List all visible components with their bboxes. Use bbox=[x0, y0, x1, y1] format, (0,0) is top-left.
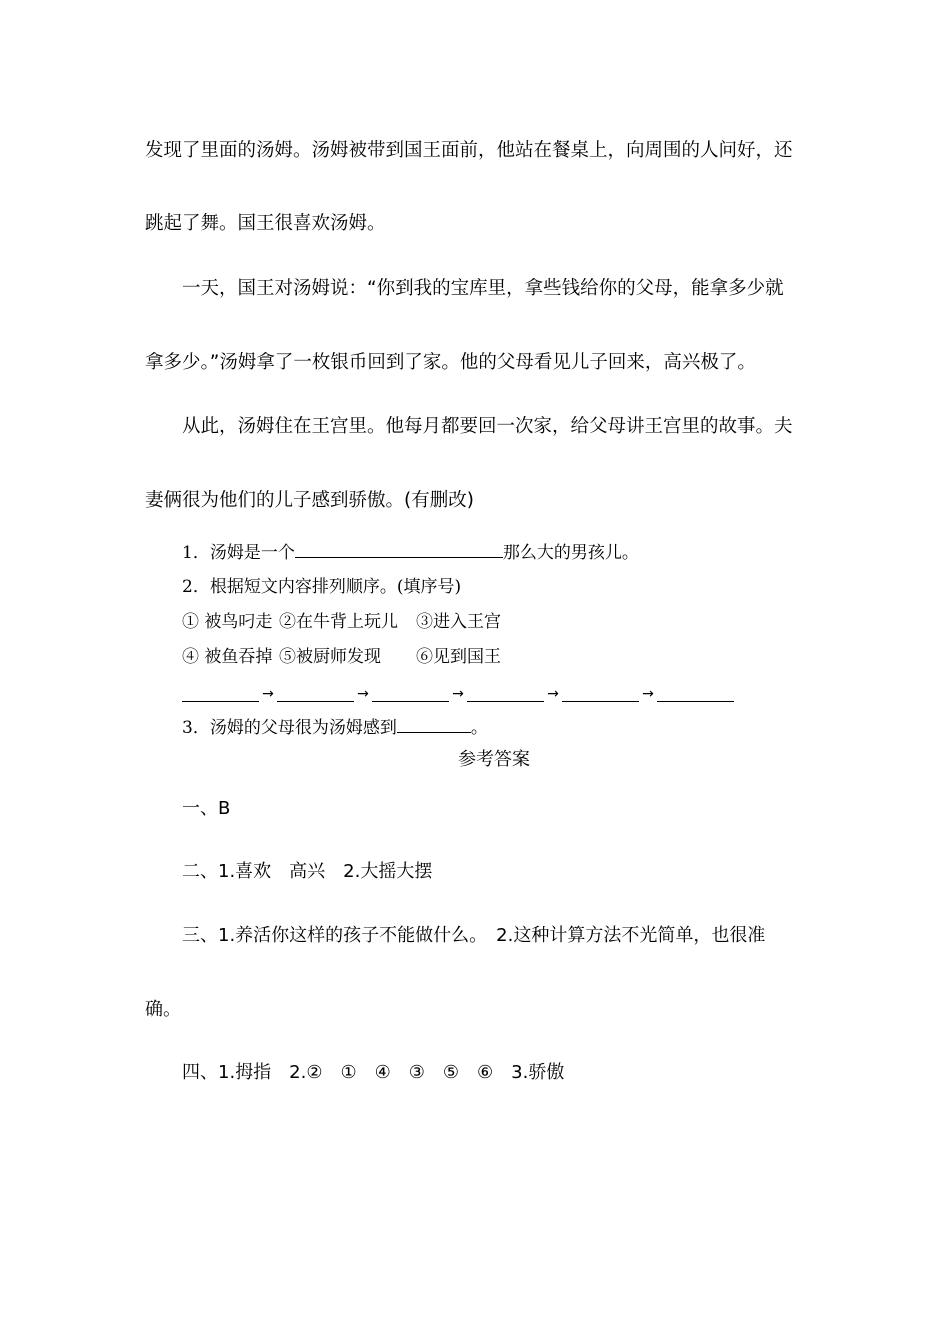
arrow-5: → bbox=[642, 686, 654, 702]
story-line-3: 一天，国王对汤姆说：“你到我的宝库里，拿些钱给你的父母，能拿多少就 bbox=[182, 278, 784, 299]
sequence-blank-2[interactable] bbox=[277, 687, 354, 702]
sequence-blank-5[interactable] bbox=[562, 687, 639, 702]
story-line-4: 拿多少。”汤姆拿了一枚银币回到了家。他的父母看见儿子回来，高兴极了。 bbox=[145, 352, 756, 373]
option-5: ⑤被厨师发现 bbox=[279, 647, 381, 667]
answers-title: 参考答案 bbox=[458, 749, 530, 770]
option-4: ④ 被鱼吞掉 bbox=[182, 647, 273, 667]
story-line-2: 跳起了舞。国王很喜欢汤姆。 bbox=[145, 213, 386, 234]
sequence-blank-3[interactable] bbox=[372, 687, 449, 702]
option-3: ③进入王宫 bbox=[416, 612, 501, 632]
question-1 bbox=[182, 541, 639, 564]
story-line-5: 从此，汤姆住在王宫里。他每月都要回一次家，给父母讲王宫里的故事。夫 bbox=[182, 416, 793, 437]
answer-1: 一、B bbox=[182, 798, 231, 819]
answer-4: 四、1.拇指 2.② ① ④ ③ ⑤ ⑥ 3.骄傲 bbox=[182, 1062, 565, 1083]
arrow-4: → bbox=[547, 686, 559, 702]
story-line-1: 发现了里面的汤姆。汤姆被带到国王面前，他站在餐桌上，向周围的人问好，还 bbox=[145, 140, 793, 161]
question-3-blank[interactable] bbox=[397, 716, 471, 733]
question-3 bbox=[182, 716, 488, 739]
sequence-blank-1[interactable] bbox=[182, 687, 259, 702]
question-3-prefix: 3．汤姆的父母很为汤姆感到 bbox=[182, 718, 397, 738]
question-1-blank[interactable] bbox=[295, 541, 503, 558]
sequence-blanks bbox=[182, 680, 734, 702]
question-1-suffix: 那么大的男孩儿。 bbox=[502, 543, 639, 563]
option-2: ②在牛背上玩儿 bbox=[279, 612, 398, 632]
sequence-blank-6[interactable] bbox=[657, 687, 734, 702]
story-line-6: 妻俩很为他们的儿子感到骄傲。(有删改) bbox=[145, 490, 474, 511]
answer-3-line-1: 三、1.养活你这样的孩子不能做什么。 2.这种计算方法不光简单，也很准 bbox=[182, 925, 766, 946]
sequence-blank-4[interactable] bbox=[467, 687, 544, 702]
arrow-2: → bbox=[357, 686, 369, 702]
arrow-3: → bbox=[452, 686, 464, 702]
arrow-1: → bbox=[262, 686, 274, 702]
options-row-2 bbox=[182, 646, 501, 668]
question-3-suffix: 。 bbox=[470, 718, 488, 738]
answer-2: 二、1.喜欢 高兴 2.大摇大摆 bbox=[182, 861, 433, 882]
options-row-1 bbox=[182, 611, 501, 633]
question-1-prefix: 1．汤姆是一个 bbox=[182, 543, 295, 563]
question-2: 2．根据短文内容排列顺序。(填序号) bbox=[182, 577, 462, 597]
option-1: ① 被鸟叼走 bbox=[182, 612, 273, 632]
option-6: ⑥见到国王 bbox=[416, 647, 501, 667]
answer-3-line-2: 确。 bbox=[145, 999, 181, 1020]
